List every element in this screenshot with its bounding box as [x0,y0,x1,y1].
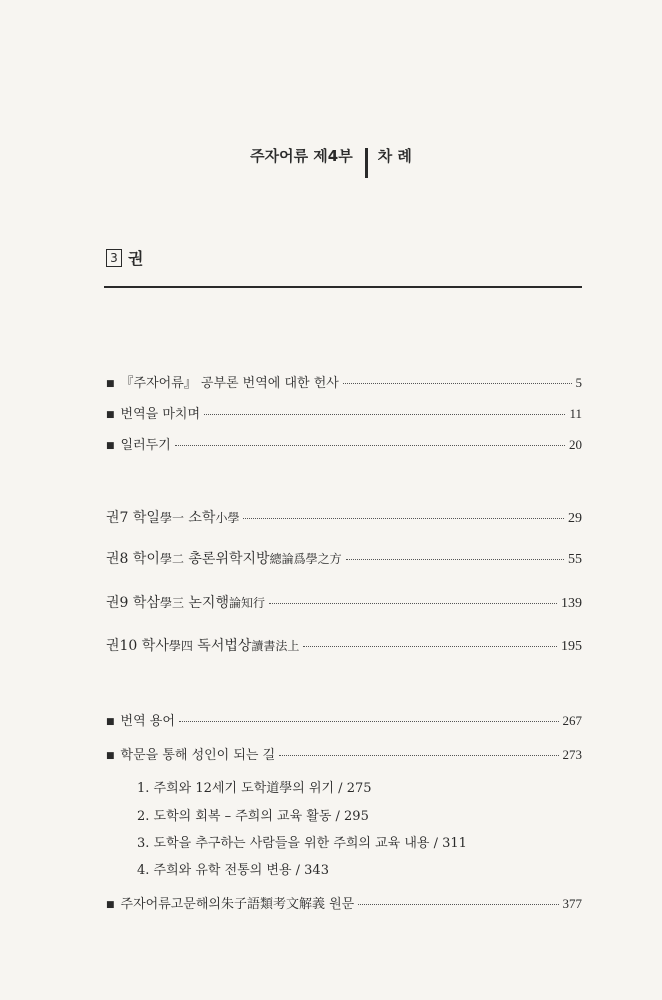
square-bullet-icon: ■ [106,900,115,910]
toc-entry-label: 학문을 통해 성인이 되는 길 [120,748,276,763]
leader-dots [346,559,564,560]
leader-dots [243,518,564,519]
toc-entry[interactable] [106,744,582,763]
toc-entry-page: 377 [562,896,582,911]
chapter-title-hanja: 小學 [215,511,240,525]
toc-entry-label: 『주자어류』 공부론 번역에 대한 헌사 [120,376,339,391]
heading-rule [104,286,582,288]
chapter-hanja: 學四 [168,639,193,653]
toc-entry-page: 55 [568,552,582,567]
chapter-label: 권8 학이 [106,551,160,567]
volume-heading [106,246,143,269]
chapter-label: 권9 학삼 [106,595,160,611]
chapter-title: 논지행 [183,595,229,611]
chapter-title: 소학 [183,510,216,526]
toc-subentry[interactable]: 1. 주희와 12세기 도학道學의 위기 / 275 [137,781,372,796]
toc-entry-label: 일러두기 [120,438,171,453]
toc-entry[interactable] [106,710,582,729]
leader-dots [269,603,557,604]
toc-entry-page: 29 [568,511,582,526]
square-bullet-icon: ■ [106,441,115,451]
toc-entry-label: 번역을 마치며 [120,407,200,422]
leader-dots [279,755,558,756]
square-bullet-icon: ■ [106,717,115,727]
toc-entry-page: 267 [562,713,582,728]
chapter-hanja: 學二 [159,552,184,566]
toc-entry[interactable] [106,372,582,391]
chapter-label: 권7 학일 [106,510,160,526]
toc-subentry[interactable]: 2. 도학의 회복 – 주희의 교육 활동 / 295 [137,809,369,824]
toc-entry[interactable] [106,893,582,912]
toc-entry-page: 20 [569,437,582,452]
toc-chapter-entry[interactable] [106,507,582,527]
toc-chapter-entry[interactable] [106,592,582,612]
square-bullet-icon: ■ [106,751,115,761]
toc-entry-page: 139 [561,596,582,611]
toc-entry-page: 195 [561,639,582,654]
chapter-title-hanja: 總論爲學之方 [269,552,342,566]
running-header [0,140,662,170]
toc-chapter-entry[interactable] [106,635,582,655]
volume-number-box: 3 [106,249,122,267]
chapter-title: 독서법상 [192,638,252,654]
book-title: 주자어류 제4부 [250,146,353,165]
leader-dots [343,383,572,384]
chapter-hanja: 學三 [159,596,184,610]
toc-entry[interactable] [106,403,582,422]
chapter-label: 권10 학사 [106,638,169,654]
toc-subentry[interactable]: 4. 주희와 유학 전통의 변용 / 343 [137,863,329,878]
leader-dots [204,414,565,415]
toc-entry-label: 주자어류고문해의朱子語類考文解義 원문 [120,897,355,912]
toc-entry-label: 번역 용어 [120,714,175,729]
header-divider [365,148,368,178]
leader-dots [179,721,559,722]
chapter-title: 총론위학지방 [183,551,270,567]
section-title: 차 례 [377,146,412,165]
chapter-title-hanja: 讀書法上 [251,639,300,653]
volume-label: 권 [128,249,144,268]
chapter-title-hanja: 論知行 [228,596,265,610]
toc-entry-page: 5 [575,375,582,390]
square-bullet-icon: ■ [106,379,115,389]
toc-entry-page: 273 [562,747,582,762]
toc-entry-page: 11 [569,406,582,421]
toc-entry[interactable] [106,434,582,453]
leader-dots [303,646,557,647]
toc-chapter-entry[interactable] [106,548,582,568]
leader-dots [175,445,565,446]
toc-subentry[interactable]: 3. 도학을 추구하는 사람들을 위한 주희의 교육 내용 / 311 [137,836,467,851]
square-bullet-icon: ■ [106,410,115,420]
leader-dots [358,904,558,905]
chapter-hanja: 學一 [159,511,184,525]
